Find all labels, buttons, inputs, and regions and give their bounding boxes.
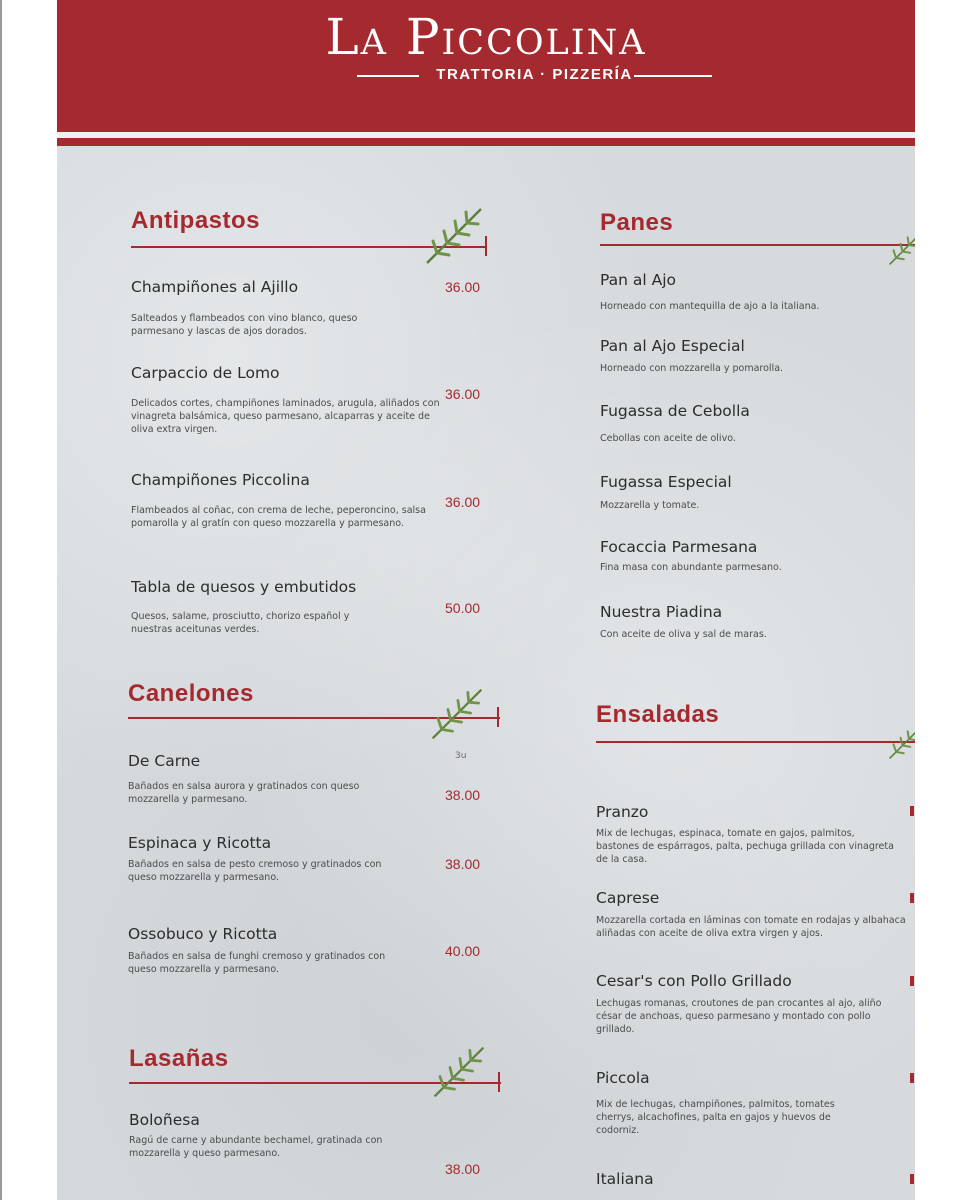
item-price: 36.00 (445, 279, 481, 295)
cropped-price (910, 1073, 914, 1083)
section-rule-end (485, 236, 487, 256)
header-divider-red (57, 138, 915, 146)
item-name: Italiana (596, 1170, 654, 1188)
section-title-lasanas: Lasañas (129, 1045, 229, 1072)
item-price: 50.00 (445, 600, 481, 616)
brand-tagline: TRATTORIA · PIZZERÍA (436, 66, 633, 83)
rosemary-icon (429, 686, 485, 742)
rosemary-icon (887, 224, 915, 270)
item-description: Mix de lechugas, champiñones, palmitos, tomates cherrys, alcachofines, palta en gajos y huevos de codorniz. (596, 1099, 835, 1136)
menu-page (57, 0, 915, 1200)
item-price: 38.00 (445, 787, 481, 803)
item-name: Focaccia Parmesana (600, 538, 758, 556)
item-name: Champiñones Piccolina (131, 471, 310, 489)
section-rule-end (497, 707, 499, 727)
item-description: Ragú de carne y abundante bechamel, gratinada con mozzarella y queso parmesano. (129, 1135, 383, 1159)
section-rule-end (498, 1072, 500, 1092)
item-name: Carpaccio de Lomo (131, 364, 280, 382)
menu-header (57, 0, 915, 132)
item-description: Mozzarella cortada en láminas con tomate en rodajas y albahaca aliñadas con aceite de oliva extra virgen y ajos. (596, 915, 906, 939)
section-rule (600, 244, 915, 246)
section-title-panes: Panes (600, 209, 674, 236)
window-left-border (0, 0, 2, 1200)
item-price: 38.00 (445, 1161, 481, 1177)
item-name: Boloñesa (129, 1111, 200, 1129)
rosemary-icon (429, 1044, 489, 1100)
item-price: 36.00 (445, 386, 481, 402)
cropped-price (910, 893, 914, 903)
item-description: Bañados en salsa aurora y gratinados con queso mozzarella y parmesano. (128, 781, 360, 805)
item-description: Bañados en salsa de funghi cremoso y gratinados con queso mozzarella y parmesano. (128, 951, 386, 975)
item-description: Cebollas con aceite de olivo. (600, 433, 736, 444)
item-name: Ossobuco y Ricotta (128, 925, 278, 943)
item-name: Fugassa de Cebolla (600, 402, 750, 420)
cropped-price (910, 806, 914, 816)
item-description: Delicados cortes, champiñones laminados, arugula, aliñados con vinagreta balsámica, queso parmesano, alcaparras y aceite de oliva extra virgen. (131, 398, 440, 435)
item-description: Horneado con mantequilla de ajo a la italiana. (600, 301, 820, 312)
item-price: 38.00 (445, 856, 481, 872)
portion-note: 3u (455, 751, 467, 761)
item-description: Mix de lechugas, espinaca, tomate en gajos, palmitos, bastones de espárragos, palta, pechuga grillada con vinagreta de la casa. (596, 828, 894, 865)
brand-name: La Piccolina (325, 8, 647, 66)
item-name: Piccola (596, 1069, 650, 1087)
item-description: Mozzarella y tomate. (600, 500, 700, 511)
item-price: 40.00 (445, 943, 481, 959)
section-rule (596, 741, 915, 743)
item-name: Espinaca y Ricotta (128, 834, 272, 852)
section-title-canelones: Canelones (128, 680, 254, 707)
item-name: Fugassa Especial (600, 473, 732, 491)
item-description: Salteados y flambeados con vino blanco, queso parmesano y lascas de ajos dorados. (131, 313, 358, 337)
brand-tagline-wrap (357, 66, 712, 86)
item-description: Fina masa con abundante parmesano. (600, 562, 782, 573)
section-title-ensaladas: Ensaladas (596, 701, 720, 728)
section-title-antipastos: Antipastos (131, 207, 261, 234)
item-name: Nuestra Piadina (600, 603, 723, 621)
item-description: Lechugas romanas, croutones de pan crocantes al ajo, aliño césar de anchoas, queso parmesano y montado con pollo grillado. (596, 998, 882, 1035)
item-name: De Carne (128, 752, 201, 770)
item-description: Bañados en salsa de pesto cremoso y gratinados con queso mozzarella y parmesano. (128, 859, 382, 883)
item-description: Con aceite de oliva y sal de maras. (600, 629, 767, 640)
item-name: Cesar's con Pollo Grillado (596, 972, 792, 990)
item-name: Champiñones al Ajillo (131, 278, 299, 296)
item-name: Pan al Ajo Especial (600, 337, 745, 355)
rosemary-icon (423, 205, 485, 267)
item-description: Horneado con mozzarella y pomarolla. (600, 363, 784, 374)
item-description: Quesos, salame, prosciutto, chorizo español y nuestras aceitunas verdes. (131, 611, 350, 635)
item-name: Tabla de quesos y embutidos (131, 578, 357, 596)
item-name: Pranzo (596, 803, 649, 821)
rosemary-icon (887, 716, 915, 766)
cropped-price (910, 976, 914, 986)
item-price: 36.00 (445, 494, 481, 510)
item-name: Caprese (596, 889, 660, 907)
cropped-price (910, 1174, 914, 1184)
item-name: Pan al Ajo (600, 271, 677, 289)
item-description: Flambeados al coñac, con crema de leche, peperoncino, salsa pomarolla y al gratín con queso mozzarella y parmesano. (131, 505, 426, 529)
